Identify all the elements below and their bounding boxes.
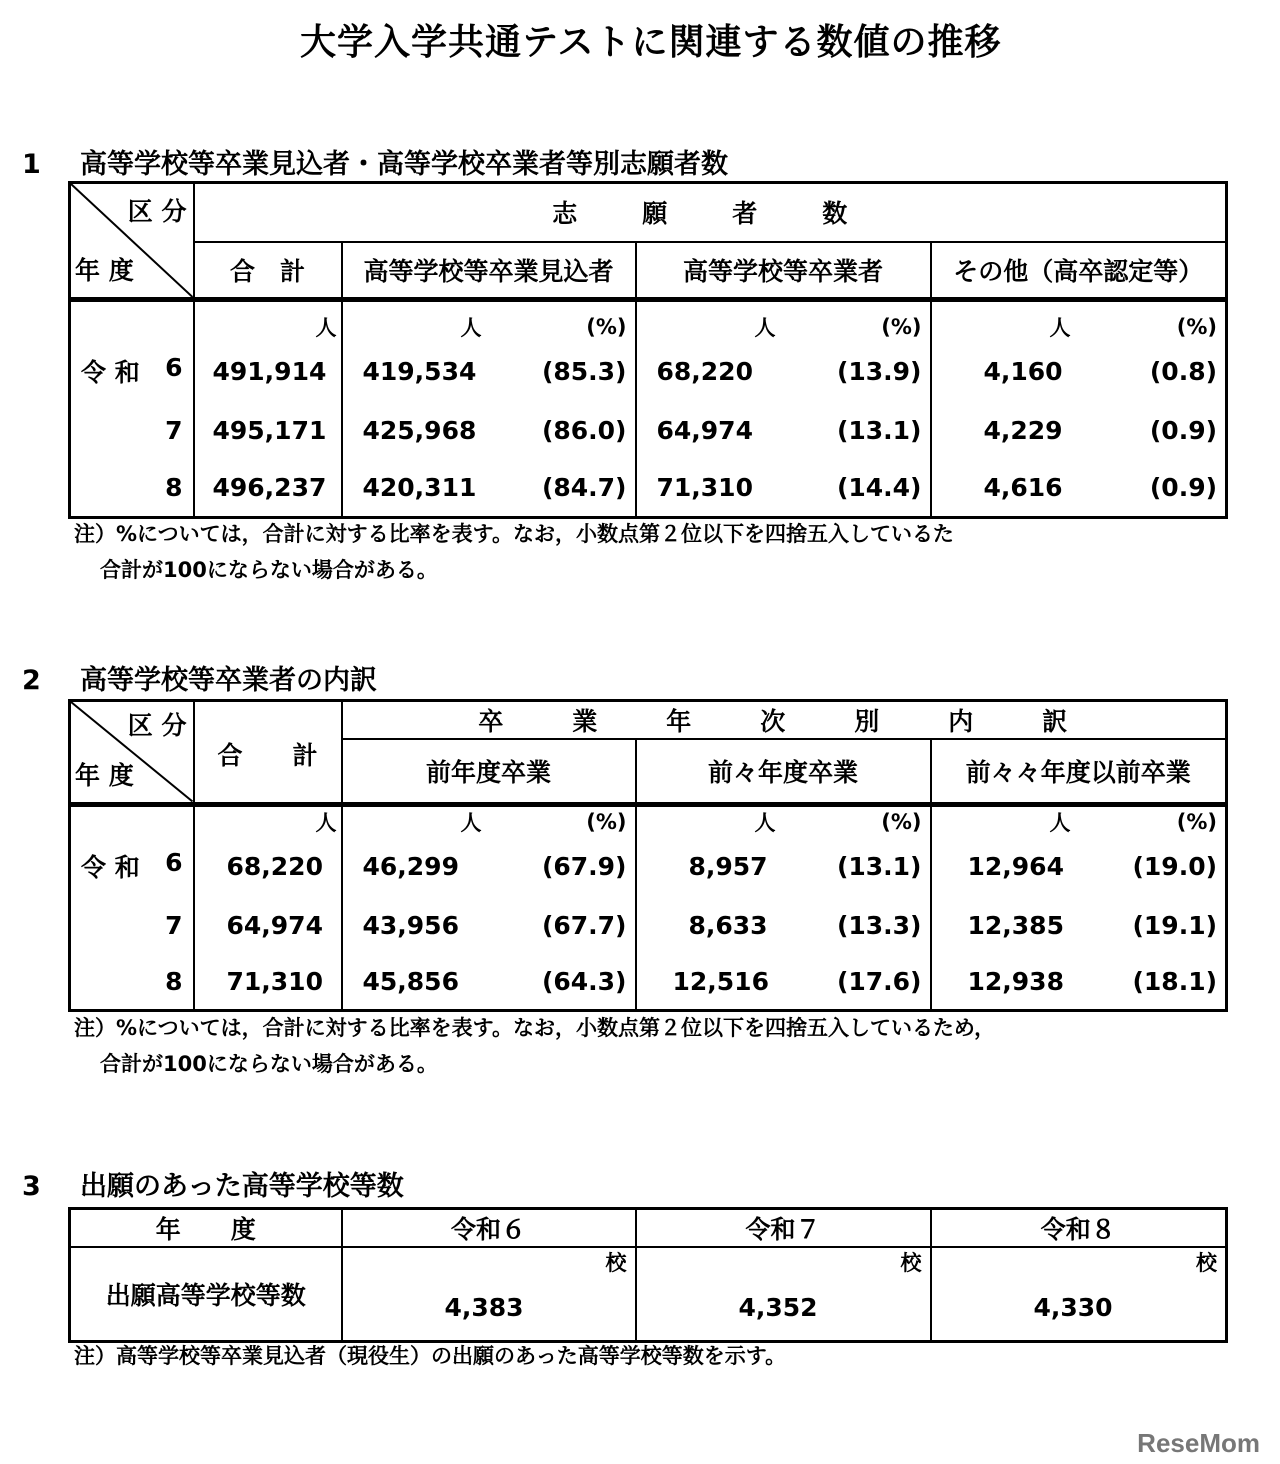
col-header: 令和７ bbox=[636, 1209, 931, 1248]
year-header: 年 度 bbox=[70, 1209, 342, 1248]
col-header: その他（高卒認定等） bbox=[931, 242, 1227, 300]
table-row: 令 和 6 491,914 419,534 (85.3) 68,220 (13.9) 4,160 (0.8) bbox=[70, 342, 1227, 401]
note-1: 注）%については，合計に対する比率を表す。なお，小数点第２位以下を四捨五入しているた 合計が100にならない場合がある。 bbox=[74, 522, 954, 582]
col-header: 前年度卒業 bbox=[342, 739, 636, 804]
table-row: 出願高等学校等数 校 4,383 校 4,352 校 4,330 bbox=[70, 1247, 1227, 1341]
note-2: 注）%については，合計に対する比率を表す。なお，小数点第２位以下を四捨五入しているため， 合計が100にならない場合がある。 bbox=[74, 1016, 996, 1076]
table-row: 令 和 6 68,220 46,299 (67.9) 8,957 (13.1) 12,964 (19.0) bbox=[70, 837, 1227, 896]
col-header: 高等学校等卒業者 bbox=[636, 242, 931, 300]
table-row: 7 495,171 425,968 (86.0) 64,974 (13.1) 4,229 (0.9) bbox=[70, 401, 1227, 460]
table-row: 8 496,237 420,311 (84.7) 71,310 (14.4) 4,616 (0.9) bbox=[70, 460, 1227, 518]
applicants-table: 区 分 年 度 志 願 者 数 合 計 高等学校等卒業見込者 高等学校等卒業者 その他（高卒認定等） 人 人 (%) 人 (%) 人 (%) 令 和 6 491,914 419,534 (85.3) 68,220 (13.9) 4,160 (0.8) 7 495,171 425,968 (86.0) 64,974 (13.1) 4,229 (0.9) 8 496,237 420,311 (84.7) 71,310 (14.4) 4,616 (0.9) bbox=[68, 181, 1228, 519]
col-header: 令和６ bbox=[342, 1209, 636, 1248]
corner-header: 区 分 年 度 bbox=[70, 183, 194, 300]
col-header: 高等学校等卒業見込者 bbox=[342, 242, 636, 300]
page-title: 大学入学共通テストに関連する数値の推移 bbox=[300, 22, 1002, 63]
resemom-logo: ReseMom bbox=[1137, 1428, 1260, 1458]
section-3-heading: 3 出願のあった高等学校等数 bbox=[22, 1171, 404, 1202]
col-header: 合 計 bbox=[194, 242, 342, 300]
group-header: 卒 業 年 次 別 内 訳 bbox=[342, 701, 1227, 740]
table-row: 7 64,974 43,956 (67.7) 8,633 (13.3) 12,385 (19.1) bbox=[70, 896, 1227, 955]
section-1-heading: 1 高等学校等卒業見込者・高等学校卒業者等別志願者数 bbox=[22, 149, 728, 180]
col-header: 前々年度卒業 bbox=[636, 739, 931, 804]
corner-header: 区 分 年 度 bbox=[70, 701, 194, 805]
group-header: 志 願 者 数 bbox=[194, 183, 1227, 242]
table-row: 8 71,310 45,856 (64.3) 12,516 (17.6) 12,938 (18.1) bbox=[70, 955, 1227, 1011]
col-header: 令和８ bbox=[931, 1209, 1227, 1248]
note-3: 注）高等学校等卒業見込者（現役生）の出願のあった高等学校等数を示す。 bbox=[74, 1344, 787, 1368]
high-schools-table bbox=[68, 1207, 1228, 1343]
col-header: 前々々年度以前卒業 bbox=[931, 739, 1227, 804]
unit: 人 bbox=[194, 300, 342, 342]
section-2-heading: 2 高等学校等卒業者の内訳 bbox=[22, 665, 377, 696]
total-header: 合 計 bbox=[194, 701, 342, 805]
graduates-breakdown-table: 区 分 年 度 合 計 卒 業 年 次 別 内 訳 前年度卒業 前々年度卒業 前々々年度以前卒業 人 人 (%) 人 (%) 人 (%) 令 和 6 68,220 46,299 (67.9) 8,957 (13.1) 12,964 (19.0) 7 64,974 43,956 (67.7) 8,633 (13.3) 12,385 (19.1) 8 71,310 45,856 (64.3) 12,516 (17.6) 12,938 (18.1) bbox=[68, 699, 1228, 1012]
